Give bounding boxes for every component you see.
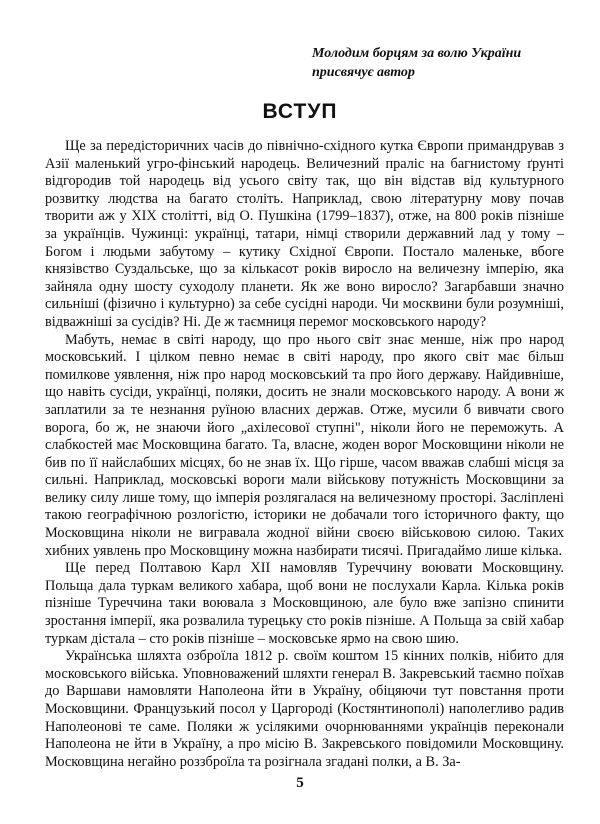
paragraph-2: Мабуть, немає в світі народу, що про нього світ знає менше, ніж про народ московський. І цілком певно немає в світі народу, про якого світ має більш помилкове уявлення, ніж про народ московський та про його державу. Найдивніше, що навіть сусіди, українці, поляки, досить не знали московського народу. А вони ж заплатили за те незнання руїною власних держав. Отже, мусили б вивчати свого ворога, бо ж, не знаючи його „ахілесової ступні", ніколи його не переможуть. А слабкостей має Московщина багато. Та, власне, жоден ворог Московщини ніколи не бив по її найслабших місцях, бо не знав їх. Що гірше, часом вважав слабші місця за сильні. Наприклад, московські вороги мали військову потужність Московщини за велику силу лише тому, що імперія розлягалася на величезному просторі. Засліплені такою географічною розлогістю, історики не добачали того історичного факту, що Московщина ніколи не вигравала жодної війни своєю військовою силою. Таких хибних уявлень про Московщину можна назбирати тисячі. Пригадаймо лише кілька. [45,331,564,559]
dedication [312,44,582,82]
dedication-line-2: присвячує автор [312,65,415,80]
dedication-line-1: Молодим борцям за волю України [312,46,522,61]
page-number: 5 [296,775,304,791]
chapter-heading: ВСТУП [262,100,338,123]
paragraph-4: Українська шляхта озброїла 1812 р. своїм коштом 15 кінних полків, нібито для московського війська. Уповноважений шляхти генерал В. Закревський таємно поїхав до Варшави намовляти Наполеона йти в Україну, обіцяючи тут повстання проти Московщини. Французький посол у Царгороді (Костянтинополі) наполегливо радив Наполеонові те саме. Поляки ж усілякими очорнюваннями українців переконали Наполеона не йти в Україну, а про місію В. Закревського повідомили Московщину. Московщина негайно роззброїла та розігнала згадані полки, а В. За- [45,648,564,770]
paragraph-1: Ще за передісторичних часів до північно-східного кутка Європи примандрував з Азії маленький угро-фінський народець. Величезний праліс на багнистому ґрунті відгородив той народець від усього світу так, що він відстав від культурного розвитку людства на багато століть. Наприклад, свою літературну мову почав творити аж у XIX столітті, від О. Пушкіна (1799–1837), отже, на 800 років пізніше за українців. Чужинці: українці, татари, німці створили державний лад у тому – Богом і людьми забутому – кутику Східної Європи. Постало маленьке, вбоге князівство Суздальське, що за кількасот років виросло на величезну імперію, яка зайняла одну шосту суходолу планети. Як же воно виросло? Загарбавши значно сильніші (фізично і культурно) за себе сусідні народи. Чи москвини були розумніші, відважніші за сусідів? Ні. Де ж таємниця перемог московського народу? [45,138,564,330]
paragraph-3: Ще перед Полтавою Карл XII намовляв Туреччину воювати Московщину. Польща дала туркам великого хабара, щоб вони не послухали Карла. Кілька років пізніше Туреччина таки воювала з Московщиною, але було вже запізно спинити зростання імперії, яка розвалила турецьку сто років пізніше. А Польща за свій хабар туркам дістала – сто років пізніше – московське ярмо на свою шию. [45,560,564,647]
body-text [45,138,564,771]
